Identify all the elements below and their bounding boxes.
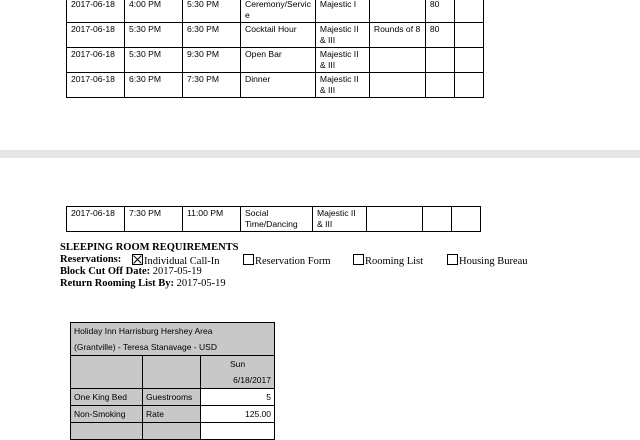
checkbox-checked-icon[interactable] xyxy=(132,254,143,265)
option-individual-call-in[interactable]: Individual Call-In xyxy=(132,254,220,268)
event-row xyxy=(67,73,484,98)
event-cell-start: 5:30 PM xyxy=(125,23,183,48)
room-type-empty xyxy=(71,423,143,440)
header-blank xyxy=(71,356,143,389)
event-cell-setup: Rounds of 8 xyxy=(369,23,425,48)
event-cell-function: Cocktail Hour xyxy=(241,23,316,48)
reservations-label: Reservations: xyxy=(60,254,122,265)
sleeping-room-section xyxy=(60,242,528,290)
event-cell-function: Dinner xyxy=(241,73,316,98)
metric-label: Rate xyxy=(143,406,201,423)
event-cell-room: Majestic II & III xyxy=(315,48,369,73)
hotel-block-table xyxy=(70,322,275,440)
event-cell-extra xyxy=(454,23,483,48)
event-cell-date: 2017-06-18 xyxy=(67,48,125,73)
day-header: Sun xyxy=(201,356,275,373)
event-row xyxy=(67,23,484,48)
event-cell-room: Majestic II & III xyxy=(315,23,369,48)
event-cell-end: 5:30 PM xyxy=(183,0,241,23)
metric-empty xyxy=(143,423,201,440)
event-cell-function: Social Time/Dancing xyxy=(241,207,313,232)
value-empty xyxy=(201,423,275,440)
event-cell-extra xyxy=(454,0,483,23)
event-cell-end: 7:30 PM xyxy=(183,73,241,98)
event-cell-end: 11:00 PM xyxy=(183,207,241,232)
hotel-name-line2: (Grantville) - Teresa Stanavage - USD xyxy=(71,339,275,356)
event-cell-date: 2017-06-18 xyxy=(67,23,125,48)
event-cell-setup xyxy=(367,207,423,232)
event-cell-end: 6:30 PM xyxy=(183,23,241,48)
hotel-name-line1: Holiday Inn Harrisburg Hershey Area xyxy=(71,323,275,340)
event-cell-function: Ceremony/Servic e xyxy=(241,0,316,23)
event-cell-room: Majestic I xyxy=(315,0,369,23)
event-cell-start: 7:30 PM xyxy=(125,207,183,232)
reservations-row xyxy=(60,254,528,267)
checkbox-icon[interactable] xyxy=(447,254,458,265)
event-cell-start: 4:00 PM xyxy=(125,0,183,23)
event-cell-extra xyxy=(454,48,483,73)
metric-label: Guestrooms xyxy=(143,389,201,406)
event-cell-extra xyxy=(452,207,481,232)
checkbox-icon[interactable] xyxy=(243,254,254,265)
cutoff-value: 2017-05-19 xyxy=(152,266,202,277)
event-cell-count xyxy=(425,48,454,73)
event-row xyxy=(67,0,484,23)
event-cell-date: 2017-06-18 xyxy=(67,207,125,232)
metric-value: 125.00 xyxy=(201,406,275,423)
section-title: SLEEPING ROOM REQUIREMENTS xyxy=(60,242,239,253)
date-header: 6/18/2017 xyxy=(201,372,275,389)
header-blank xyxy=(143,356,201,389)
event-cell-start: 6:30 PM xyxy=(125,73,183,98)
option-rooming-list[interactable]: Rooming List xyxy=(353,254,423,268)
option-reservation-form[interactable]: Reservation Form xyxy=(243,254,331,268)
cutoff-label: Block Cut Off Date: xyxy=(60,266,151,277)
event-row xyxy=(67,48,484,73)
return-row xyxy=(60,278,239,290)
event-cell-date: 2017-06-18 xyxy=(67,73,125,98)
event-cell-end: 9:30 PM xyxy=(183,48,241,73)
event-row xyxy=(67,207,481,232)
event-cell-extra xyxy=(454,73,483,98)
event-cell-date: 2017-06-18 xyxy=(67,0,125,23)
event-cell-room: Majestic II & III xyxy=(315,73,369,98)
metric-value: 5 xyxy=(201,389,275,406)
event-cell-count: 80 xyxy=(425,23,454,48)
event-cell-room: Majestic II & III xyxy=(313,207,367,232)
event-cell-start: 5:30 PM xyxy=(125,48,183,73)
page-separator xyxy=(0,150,640,158)
event-table-top xyxy=(66,0,484,98)
event-cell-function: Open Bar xyxy=(241,48,316,73)
event-cell-count: 80 xyxy=(425,0,454,23)
return-label: Return Rooming List By: xyxy=(60,278,175,289)
option-housing-bureau[interactable]: Housing Bureau xyxy=(447,254,528,268)
event-cell-count xyxy=(423,207,452,232)
event-cell-count xyxy=(425,73,454,98)
event-cell-setup xyxy=(369,73,425,98)
event-table-bottom xyxy=(66,206,481,232)
return-value: 2017-05-19 xyxy=(176,278,226,289)
checkbox-icon[interactable] xyxy=(353,254,364,265)
event-cell-setup xyxy=(369,48,425,73)
event-cell-setup xyxy=(369,0,425,23)
room-type: One King Bed xyxy=(71,389,143,406)
room-type: Non-Smoking xyxy=(71,406,143,423)
